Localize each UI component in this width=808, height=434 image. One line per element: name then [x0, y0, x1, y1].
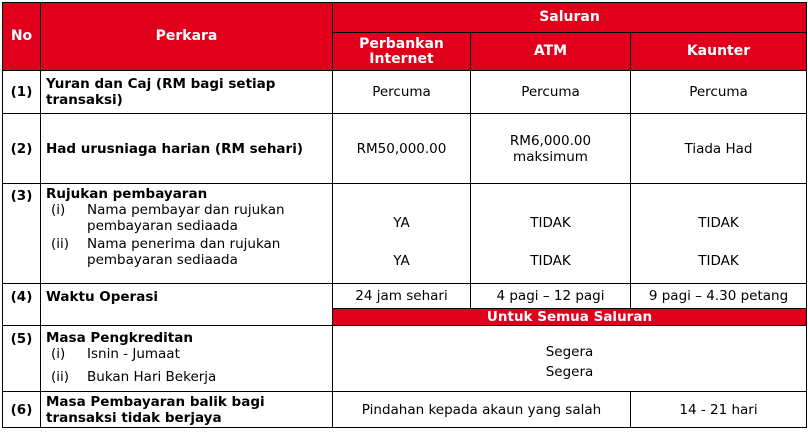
header-saluran: Saluran — [333, 3, 807, 33]
refund-reason: Pindahan kepada akaun yang salah — [333, 392, 631, 428]
row-label: Rujukan pembayaran — [46, 186, 208, 202]
kaunter-values — [631, 184, 807, 284]
internet-values — [333, 184, 471, 284]
sub-item — [46, 202, 332, 234]
header-atm: ATM — [471, 33, 631, 71]
header-internet: Perbankan Internet — [333, 33, 471, 71]
sub-item — [46, 369, 332, 385]
sub-item — [46, 346, 332, 362]
row-label-cell — [41, 326, 333, 392]
header-kaunter: Kaunter — [631, 33, 807, 71]
table-row — [3, 114, 807, 184]
header-perkara: Perkara — [41, 3, 333, 71]
sub-number: (i) — [51, 346, 66, 362]
row-label: Masa Pembayaran balik bagi transaksi tidak berjaya — [41, 392, 333, 428]
atm-value: 4 pagi – 12 pagi — [471, 284, 631, 309]
row-number: (1) — [3, 71, 41, 114]
row-number: (6) — [3, 392, 41, 428]
atm-value: TIDAK — [530, 252, 571, 269]
kaunter-value: Tiada Had — [631, 114, 807, 184]
all-channels-banner: Untuk Semua Saluran — [333, 309, 807, 326]
atm-value: TIDAK — [530, 214, 571, 231]
internet-value: RM50,000.00 — [333, 114, 471, 184]
row-label-cell — [41, 184, 333, 284]
atm-values — [471, 184, 631, 284]
table-row — [3, 326, 807, 392]
internet-value: 24 jam sehari — [333, 284, 471, 309]
table-row — [3, 392, 807, 428]
refund-time: 14 - 21 hari — [631, 392, 807, 428]
row-label: Had urusniaga harian (RM sehari) — [41, 114, 333, 184]
row-number: (4) — [3, 284, 41, 326]
sub-text: Bukan Hari Bekerja — [87, 369, 217, 385]
row-label: Waktu Operasi — [41, 284, 333, 326]
sub-number: (ii) — [51, 369, 70, 385]
credit-value: Segera — [545, 344, 594, 360]
credit-value: Segera — [545, 364, 594, 380]
table-row — [3, 284, 807, 309]
kaunter-value: TIDAK — [698, 252, 739, 269]
all-channels-values — [333, 326, 807, 392]
row-number: (5) — [3, 326, 41, 392]
kaunter-value: Percuma — [631, 71, 807, 114]
row-number: (2) — [3, 114, 41, 184]
table-row — [3, 71, 807, 114]
table-row — [3, 184, 807, 284]
sub-text: Nama pembayar dan rujukan pembayaran sediaada — [87, 202, 285, 234]
sub-text: Isnin - Jumaat — [87, 346, 180, 362]
row-number: (3) — [3, 184, 41, 284]
atm-value: Percuma — [471, 71, 631, 114]
sub-number: (i) — [51, 202, 66, 218]
row-label: Masa Pengkreditan — [46, 330, 193, 346]
channel-comparison-table — [2, 2, 807, 428]
kaunter-value: 9 pagi – 4.30 petang — [631, 284, 807, 309]
row-label: Yuran dan Caj (RM bagi setiap transaksi) — [41, 71, 333, 114]
header-no: No — [3, 3, 41, 71]
atm-value: RM6,000.00 maksimum — [471, 114, 631, 184]
sub-text: Nama penerima dan rujukan pembayaran sediaada — [87, 236, 281, 268]
sub-item — [46, 236, 332, 268]
internet-value: YA — [393, 214, 410, 231]
sub-number: (ii) — [51, 236, 70, 252]
internet-value: YA — [393, 252, 410, 269]
internet-value: Percuma — [333, 71, 471, 114]
kaunter-value: TIDAK — [698, 214, 739, 231]
